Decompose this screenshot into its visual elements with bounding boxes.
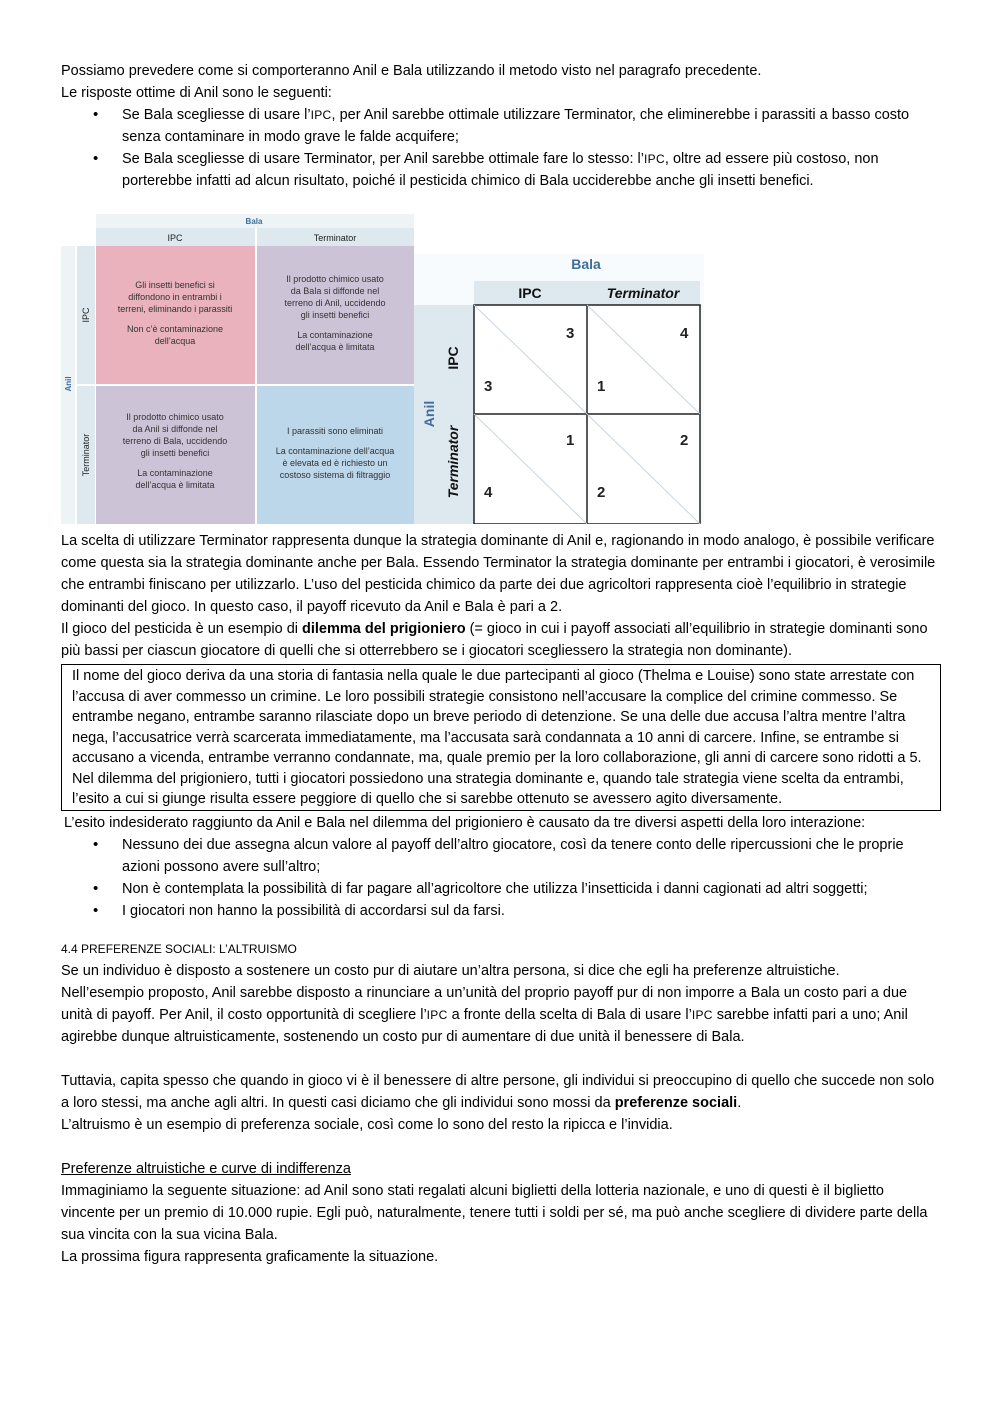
payoff-col-ipc: IPC — [518, 285, 542, 301]
svg-text:dell’acqua è limitata: dell’acqua è limitata — [135, 480, 215, 490]
list-item: • I giocatori non hanno la possibilità di accordarsi sul da farsi. — [122, 900, 941, 922]
list-item: • Se Bala scegliesse di usare Terminator, per Anil sarebbe ottimale fare lo stesso: l’IPC, oltre ad essere più costoso, non porterebbe infatti ad alcun risultato, poiché il pesticida chimico di Bala ucciderebbe anche gli insetti benefici. — [122, 148, 941, 192]
paragraph: L’esito indesiderato raggiunto da Anil e Bala nel dilemma del prigioniero è causato da tre diversi aspetti della loro interazione: — [64, 814, 866, 831]
col-player-label: Bala — [245, 217, 263, 226]
paragraph: Immaginiamo la seguente situazione: ad Anil sono stati regalati alcuni biglietti della lotteria nazionale, e uno di questi è il biglietto vincente per un premio di 10.000 rupie. Egli può, naturalmente, tenere tutti i soldi per sé, ma può anche scegliere di dividere parte della sua vincita con la sua vicina Bala. — [61, 1182, 928, 1243]
paragraph: La prossima figura rappresenta graficamente la situazione. — [61, 1248, 439, 1265]
row-header-terminator: Terminator — [81, 433, 91, 477]
svg-text:è elevata ed è richiesto un: è elevata ed è richiesto un — [282, 458, 388, 468]
svg-text:da Anil si diffonde nel: da Anil si diffonde nel — [132, 424, 218, 434]
svg-text:La contaminazione dell’acqua: La contaminazione dell’acqua — [275, 446, 395, 456]
svg-text:terreno di Bala, uccidendo: terreno di Bala, uccidendo — [122, 436, 228, 446]
payoff-row-ipc: IPC — [445, 346, 461, 370]
document-page — [61, 60, 941, 1268]
svg-text:Non c’è contaminazione: Non c’è contaminazione — [126, 324, 224, 334]
payoff-row-terminator: Terminator — [445, 425, 461, 499]
payoff-term-term-anil: 2 — [597, 484, 606, 501]
list-item: • Nessuno dei due assegna alcun valore al payoff dell’altro giocatore, così da tenere conto delle ripercussioni che le proprie azioni possono avere sull’altro; — [122, 834, 941, 878]
payoff-term-ipc-bala: 1 — [566, 432, 575, 449]
term-prisoners-dilemma: dilemma del prigioniero — [302, 621, 466, 637]
term-social-preferences: preferenze sociali — [614, 1094, 738, 1111]
intro-line-1: Possiamo prevedere come si comporteranno Anil e Bala utilizzando il metodo visto nel paragrafo precedente. — [61, 63, 762, 79]
prisoners-dilemma-box — [61, 664, 941, 811]
col-header-ipc: IPC — [167, 233, 183, 243]
svg-text:Il prodotto chimico usato: Il prodotto chimico usato — [286, 274, 384, 284]
outcome-matrix-figure — [61, 214, 416, 524]
svg-text:costoso sistema di filtraggio: costoso sistema di filtraggio — [279, 470, 391, 480]
paragraph: L’altruismo è un esempio di preferenza sociale, così come lo sono del resto la ripicca e l’invidia. — [61, 1116, 673, 1133]
svg-text:terreno di Anil, uccidendo: terreno di Anil, uccidendo — [284, 298, 386, 308]
figures-row — [61, 214, 941, 524]
payoff-row-player: Anil — [421, 400, 437, 428]
intro-line-2: Le risposte ottime di Anil sono le seguenti: — [61, 85, 332, 101]
paragraph: Nell’esempio proposto, Anil sarebbe disposto a rinunciare a un’unità del proprio payoff pur di non imporre a Bala un costo pari a due unità di payoff. Per Anil, il costo opportunità di scegliere l’IPC a fronte della scelta di Bala di usare l’IPC sarebbe infatti pari a uno; Anil agirebbe dunque altruisticamente, sostenendo un costo pur di aumentare di due unità il benessere di Bala. — [61, 984, 908, 1045]
payoff-col-player: Bala — [571, 256, 601, 272]
payoff-ipc-term-bala: 4 — [680, 325, 689, 342]
svg-text:gli insetti benefici: gli insetti benefici — [140, 448, 210, 458]
svg-text:I parassiti sono eliminati: I parassiti sono eliminati — [286, 426, 384, 436]
payoff-term-ipc-anil: 4 — [484, 484, 493, 501]
paragraph: Se un individuo è disposto a sostenere un costo pur di aiutare un’altra persona, si dice che egli ha preferenze altruistiche. — [61, 962, 840, 979]
svg-text:diffondono in entrambi i: diffondono in entrambi i — [128, 292, 222, 302]
subsection-heading: Preferenze altruistiche e curve di indifferenza — [61, 1160, 351, 1177]
best-responses-list — [61, 104, 941, 192]
svg-text:terreni, eliminando i parassit: terreni, eliminando i parassiti — [117, 304, 233, 314]
payoff-ipc-ipc-anil: 3 — [484, 378, 493, 395]
list-item: • Non è contemplata la possibilità di far pagare all’agricoltore che utilizza l’insetticida i danni cagionati ad altri soggetti; — [122, 878, 941, 900]
payoff-col-terminator: Terminator — [606, 285, 680, 301]
list-item: • Se Bala scegliesse di usare l’IPC, per Anil sarebbe ottimale utilizzare Terminator, che eliminerebbe i parassiti a basso costo senza contaminare in modo grave le falde acquifere; — [122, 104, 941, 148]
svg-text:Il prodotto chimico usato: Il prodotto chimico usato — [126, 412, 224, 422]
section-heading: 4.4 PREFERENZE SOCIALI: L’ALTRUISMO — [61, 941, 297, 956]
payoff-ipc-term-anil: 1 — [597, 378, 606, 395]
svg-text:La contaminazione: La contaminazione — [297, 330, 373, 340]
payoff-ipc-ipc-bala: 3 — [566, 325, 575, 342]
payoff-term-term-bala: 2 — [680, 432, 689, 449]
paragraph: Tuttavia, capita spesso che quando in gioco vi è il benessere di altre persone, gli individui si preoccupino di quello che succede non solo a loro stessi, ma anche agli altri. In questi casi diciamo che gli individui sono mossi da preferenze sociali. — [61, 1072, 935, 1111]
svg-text:dell’acqua: dell’acqua — [154, 336, 196, 346]
col-header-terminator: Terminator — [313, 233, 357, 243]
svg-text:dell’acqua è limitata: dell’acqua è limitata — [295, 342, 375, 352]
box-paragraph: Nel dilemma del prigioniero, tutti i giocatori possiedono una strategia dominante e, quando tale strategia viene scelta da entrambi, l’esito a cui si giunge risulta essere peggiore di quello che si sarebbe ottenuto se avessero agito diversamente. — [72, 770, 904, 807]
causes-list — [61, 834, 941, 922]
paragraph: La scelta di utilizzare Terminator rappresenta dunque la strategia dominante di Anil e, ragionando in modo analogo, è possibile verificare come questa sia la strategia dominante anche per Bala. Essendo Terminator la strategia dominante per entrambi i giocatori, è verosimile che entrambi finiscano per utilizzarlo. L’uso del pesticida chimico da parte dei due agricoltori rappresenta cioè l’equilibrio in strategie dominanti del gioco. In questo caso, il payoff ricevuto da Anil e Bala è pari a 2. — [61, 533, 936, 615]
svg-text:La contaminazione: La contaminazione — [137, 468, 213, 478]
box-paragraph: Il nome del gioco deriva da una storia di fantasia nella quale le due partecipanti al gioco (Thelma e Louise) sono state arrestate con l’accusa di aver commesso un crimine. Le loro possibili strategie consistono nell’accusare la complice del crimine commesso. Se entrambe negano, entrambe saranno rilasciate dopo un breve periodo di detenzione. Se una delle due accusa l’altra mentre l’altra nega, l’accusatrice verrà scarcerata immediatamente, ma l’accusata sarà condannata a 10 anni di carcere. Infine, se entrambe si accusano a vicenda, entrambe verranno condannate, ma, quale premio per la loro collaborazione, gli anni di carcere sono ridotti a 5. — [72, 668, 922, 766]
row-header-ipc: IPC — [81, 307, 91, 323]
svg-text:Gli insetti benefici si: Gli insetti benefici si — [135, 280, 215, 290]
svg-text:da Bala si diffonde nel: da Bala si diffonde nel — [290, 286, 380, 296]
paragraph: Il gioco del pesticida è un esempio di dilemma del prigioniero (= gioco in cui i payoff associati all’equilibrio in strategie dominanti sono più bassi per ciascun giocatore di quelli che si otterrebbero se i giocatori scegliessero la strategia non dominante). — [61, 621, 928, 659]
svg-text:gli insetti benefici: gli insetti benefici — [300, 310, 370, 320]
cell-ipc-ipc — [96, 246, 255, 384]
payoff-matrix-figure — [414, 254, 704, 524]
row-player-label: Anil — [64, 376, 73, 392]
